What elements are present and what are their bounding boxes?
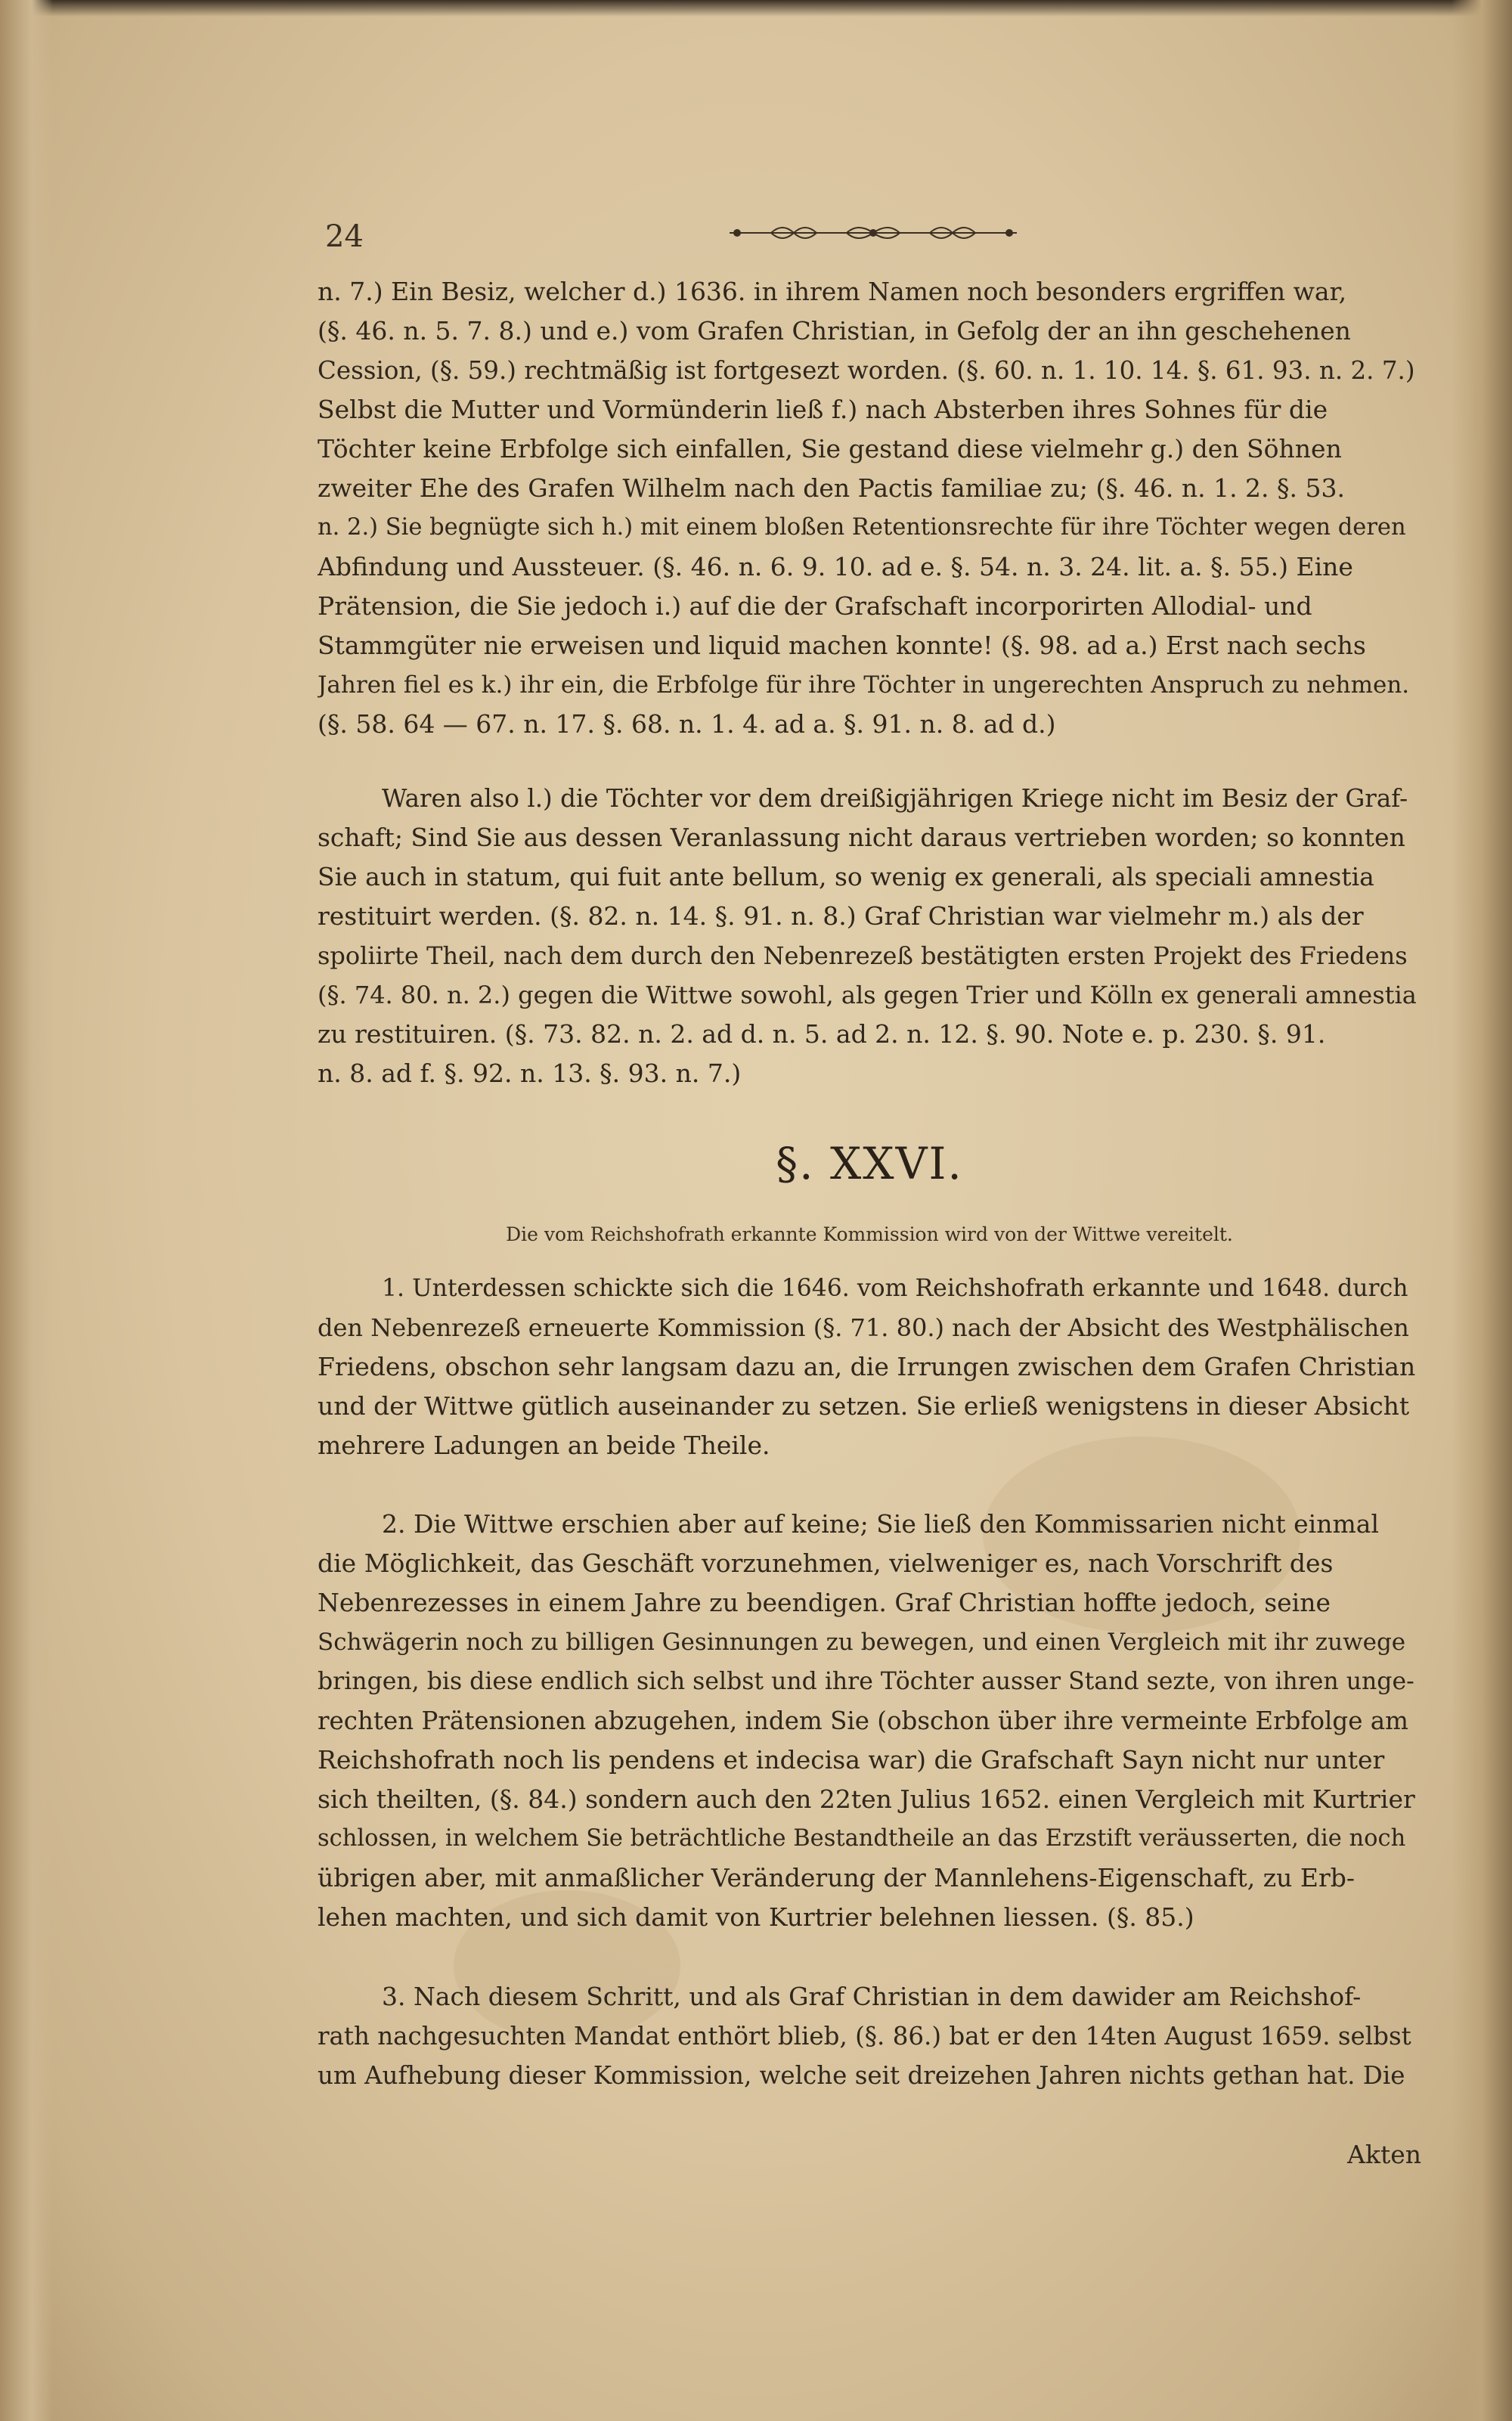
text-line: spoliirte Theil, nach dem durch den Nebenrezeß bestätigten ersten Projekt des Friedens xyxy=(318,941,1408,970)
text-line: Friedens, obschon sehr langsam dazu an, die Irrungen zwischen dem Grafen Christian xyxy=(318,1352,1416,1381)
text-line: Töchter keine Erbfolge sich einfallen, Sie gestand diese vielmehr g.) den Söhnen xyxy=(318,434,1342,463)
page-edge xyxy=(1452,0,1512,2421)
text-line: Schwägerin noch zu billigen Gesinnungen zu bewegen, und einen Vergleich mit ihr zuwege xyxy=(318,1629,1406,1656)
text-line: übrigen aber, mit anmaßlicher Veränderung der Mannlehens-Eigenschaft, zu Erb- xyxy=(318,1863,1356,1892)
text-line: n. 2.) Sie begnügte sich h.) mit einem bloßen Retentionsrechte für ihre Töchter wegen deren xyxy=(318,514,1406,541)
text-line: restituirt werden. (§. 82. n. 14. §. 91. n. 8.) Graf Christian war vielmehr m.) als der xyxy=(318,901,1364,931)
text-line: Nebenrezesses in einem Jahre zu beendigen. Graf Christian hoffte jedoch, seine xyxy=(318,1588,1331,1617)
section-subtitle: Die vom Reichshofrath erkannte Kommission wird von der Wittwe vereitelt. xyxy=(506,1223,1233,1245)
text-line: schaft; Sind Sie aus dessen Veranlassung nicht daraus vertrieben worden; so konnten xyxy=(318,823,1405,852)
text-line: Prätension, die Sie jedoch i.) auf die der Grafschaft incorporirten Allodial- und xyxy=(318,591,1312,621)
catchword: Akten xyxy=(1347,2140,1421,2169)
text-line: 2. Die Wittwe erschien aber auf keine; Sie ließ den Kommissarien nicht einmal xyxy=(382,1509,1380,1539)
text-line: (§. 58. 64 — 67. n. 17. §. 68. n. 1. 4. ad a. §. 91. n. 8. ad d.) xyxy=(318,709,1056,739)
text-line: rechten Prätensionen abzugehen, indem Sie (obschon über ihre vermeinte Erbfolge am xyxy=(318,1706,1408,1735)
text-line: rath nachgesuchten Mandat enthört blieb, (§. 86.) bat er den 14ten August 1659. selbst xyxy=(318,2022,1411,2051)
text-line: n. 7.) Ein Besiz, welcher d.) 1636. in ihrem Namen noch besonders ergriffen war, xyxy=(318,277,1347,306)
section-title: §. XXVI. xyxy=(776,1138,963,1189)
binding-gutter xyxy=(0,0,53,2421)
top-shadow xyxy=(0,0,1512,17)
text-line: n. 8. ad f. §. 92. n. 13. §. 93. n. 7.) xyxy=(318,1059,742,1088)
paragraph-1 xyxy=(318,272,1421,744)
paragraph-2 xyxy=(318,779,1421,1093)
page-number: 24 xyxy=(325,219,364,254)
text-line: den Nebenrezeß erneuerte Kommission (§. 71. 80.) nach der Absicht des Westphälischen xyxy=(318,1313,1409,1342)
text-line: sich theilten, (§. 84.) sondern auch den 22ten Julius 1652. einen Vergleich mit Kurtrier xyxy=(318,1784,1415,1814)
text-line: lehen machten, und sich damit von Kurtrier belehnen liessen. (§. 85.) xyxy=(318,1902,1194,1932)
text-line: zu restituiren. (§. 73. 82. n. 2. ad d. n. 5. ad 2. n. 12. §. 90. Note e. p. 230. §. 91. xyxy=(318,1019,1326,1049)
text-line: mehrere Ladungen an beide Theile. xyxy=(318,1431,770,1460)
text-line: Selbst die Mutter und Vormünderin ließ f.) nach Absterben ihres Sohnes für die xyxy=(318,395,1328,424)
text-line: Abfindung und Aussteuer. (§. 46. n. 6. 9. 10. ad e. §. 54. n. 3. 24. lit. a. §. 55.) Eine xyxy=(318,552,1353,581)
text-line: bringen, bis diese endlich sich selbst und ihre Töchter ausser Stand sezte, von ihren unge- xyxy=(318,1668,1414,1695)
text-line: zweiter Ehe des Grafen Wilhelm nach den Pactis familiae zu; (§. 46. n. 1. 2. §. 53. xyxy=(318,473,1345,503)
text-line: 1. Unterdessen schickte sich die 1646. vom Reichshofrath erkannte und 1648. durch xyxy=(382,1275,1408,1302)
text-line: (§. 74. 80. n. 2.) gegen die Wittwe sowohl, als gegen Trier und Kölln ex generali amnestia xyxy=(318,981,1417,1009)
paragraph-4 xyxy=(318,1505,1421,1937)
text-line: Jahren fiel es k.) ihr ein, die Erbfolge für ihre Töchter in ungerechten Anspruch zu nehmen. xyxy=(318,671,1410,699)
text-line: um Aufhebung dieser Kommission, welche seit dreizehen Jahren nichts gethan hat. Die xyxy=(318,2061,1405,2090)
text-line: Reichshofrath noch lis pendens et indecisa war) die Grafschaft Sayn nicht nur unter xyxy=(318,1745,1385,1775)
paragraph-3 xyxy=(318,1269,1421,1465)
text-line: Waren also l.) die Töchter vor dem dreißigjährigen Kriege nicht im Besiz der Graf- xyxy=(382,784,1408,813)
text-line: Sie auch in statum, qui fuit ante bellum, so wenig ex generali, als speciali amnestia xyxy=(318,862,1374,891)
text-line: 3. Nach diesem Schritt, und als Graf Christian in dem dawider am Reichshof- xyxy=(382,1982,1362,2011)
text-line: und der Wittwe gütlich auseinander zu setzen. Sie erließ wenigstens in dieser Absicht xyxy=(318,1391,1410,1421)
paragraph-5 xyxy=(318,1977,1421,2095)
text-line: (§. 46. n. 5. 7. 8.) und e.) vom Grafen Christian, in Gefolg der an ihn geschehenen xyxy=(318,316,1351,346)
text-line: Cession, (§. 59.) rechtmäßig ist fortgesezt worden. (§. 60. n. 1. 10. 14. §. 61. 93. n. 2. 7.) xyxy=(318,356,1415,385)
text-line: Stammgüter nie erweisen und liquid machen konnte! (§. 98. ad a.) Erst nach sechs xyxy=(318,631,1366,660)
header-ornament-icon xyxy=(726,218,1021,248)
text-line: schlossen, in welchem Sie beträchtliche Bestandtheile an das Erzstift veräusserten, die noch xyxy=(318,1825,1406,1852)
text-line: die Möglichkeit, das Geschäft vorzunehmen, vielweniger es, nach Vorschrift des xyxy=(318,1548,1334,1578)
